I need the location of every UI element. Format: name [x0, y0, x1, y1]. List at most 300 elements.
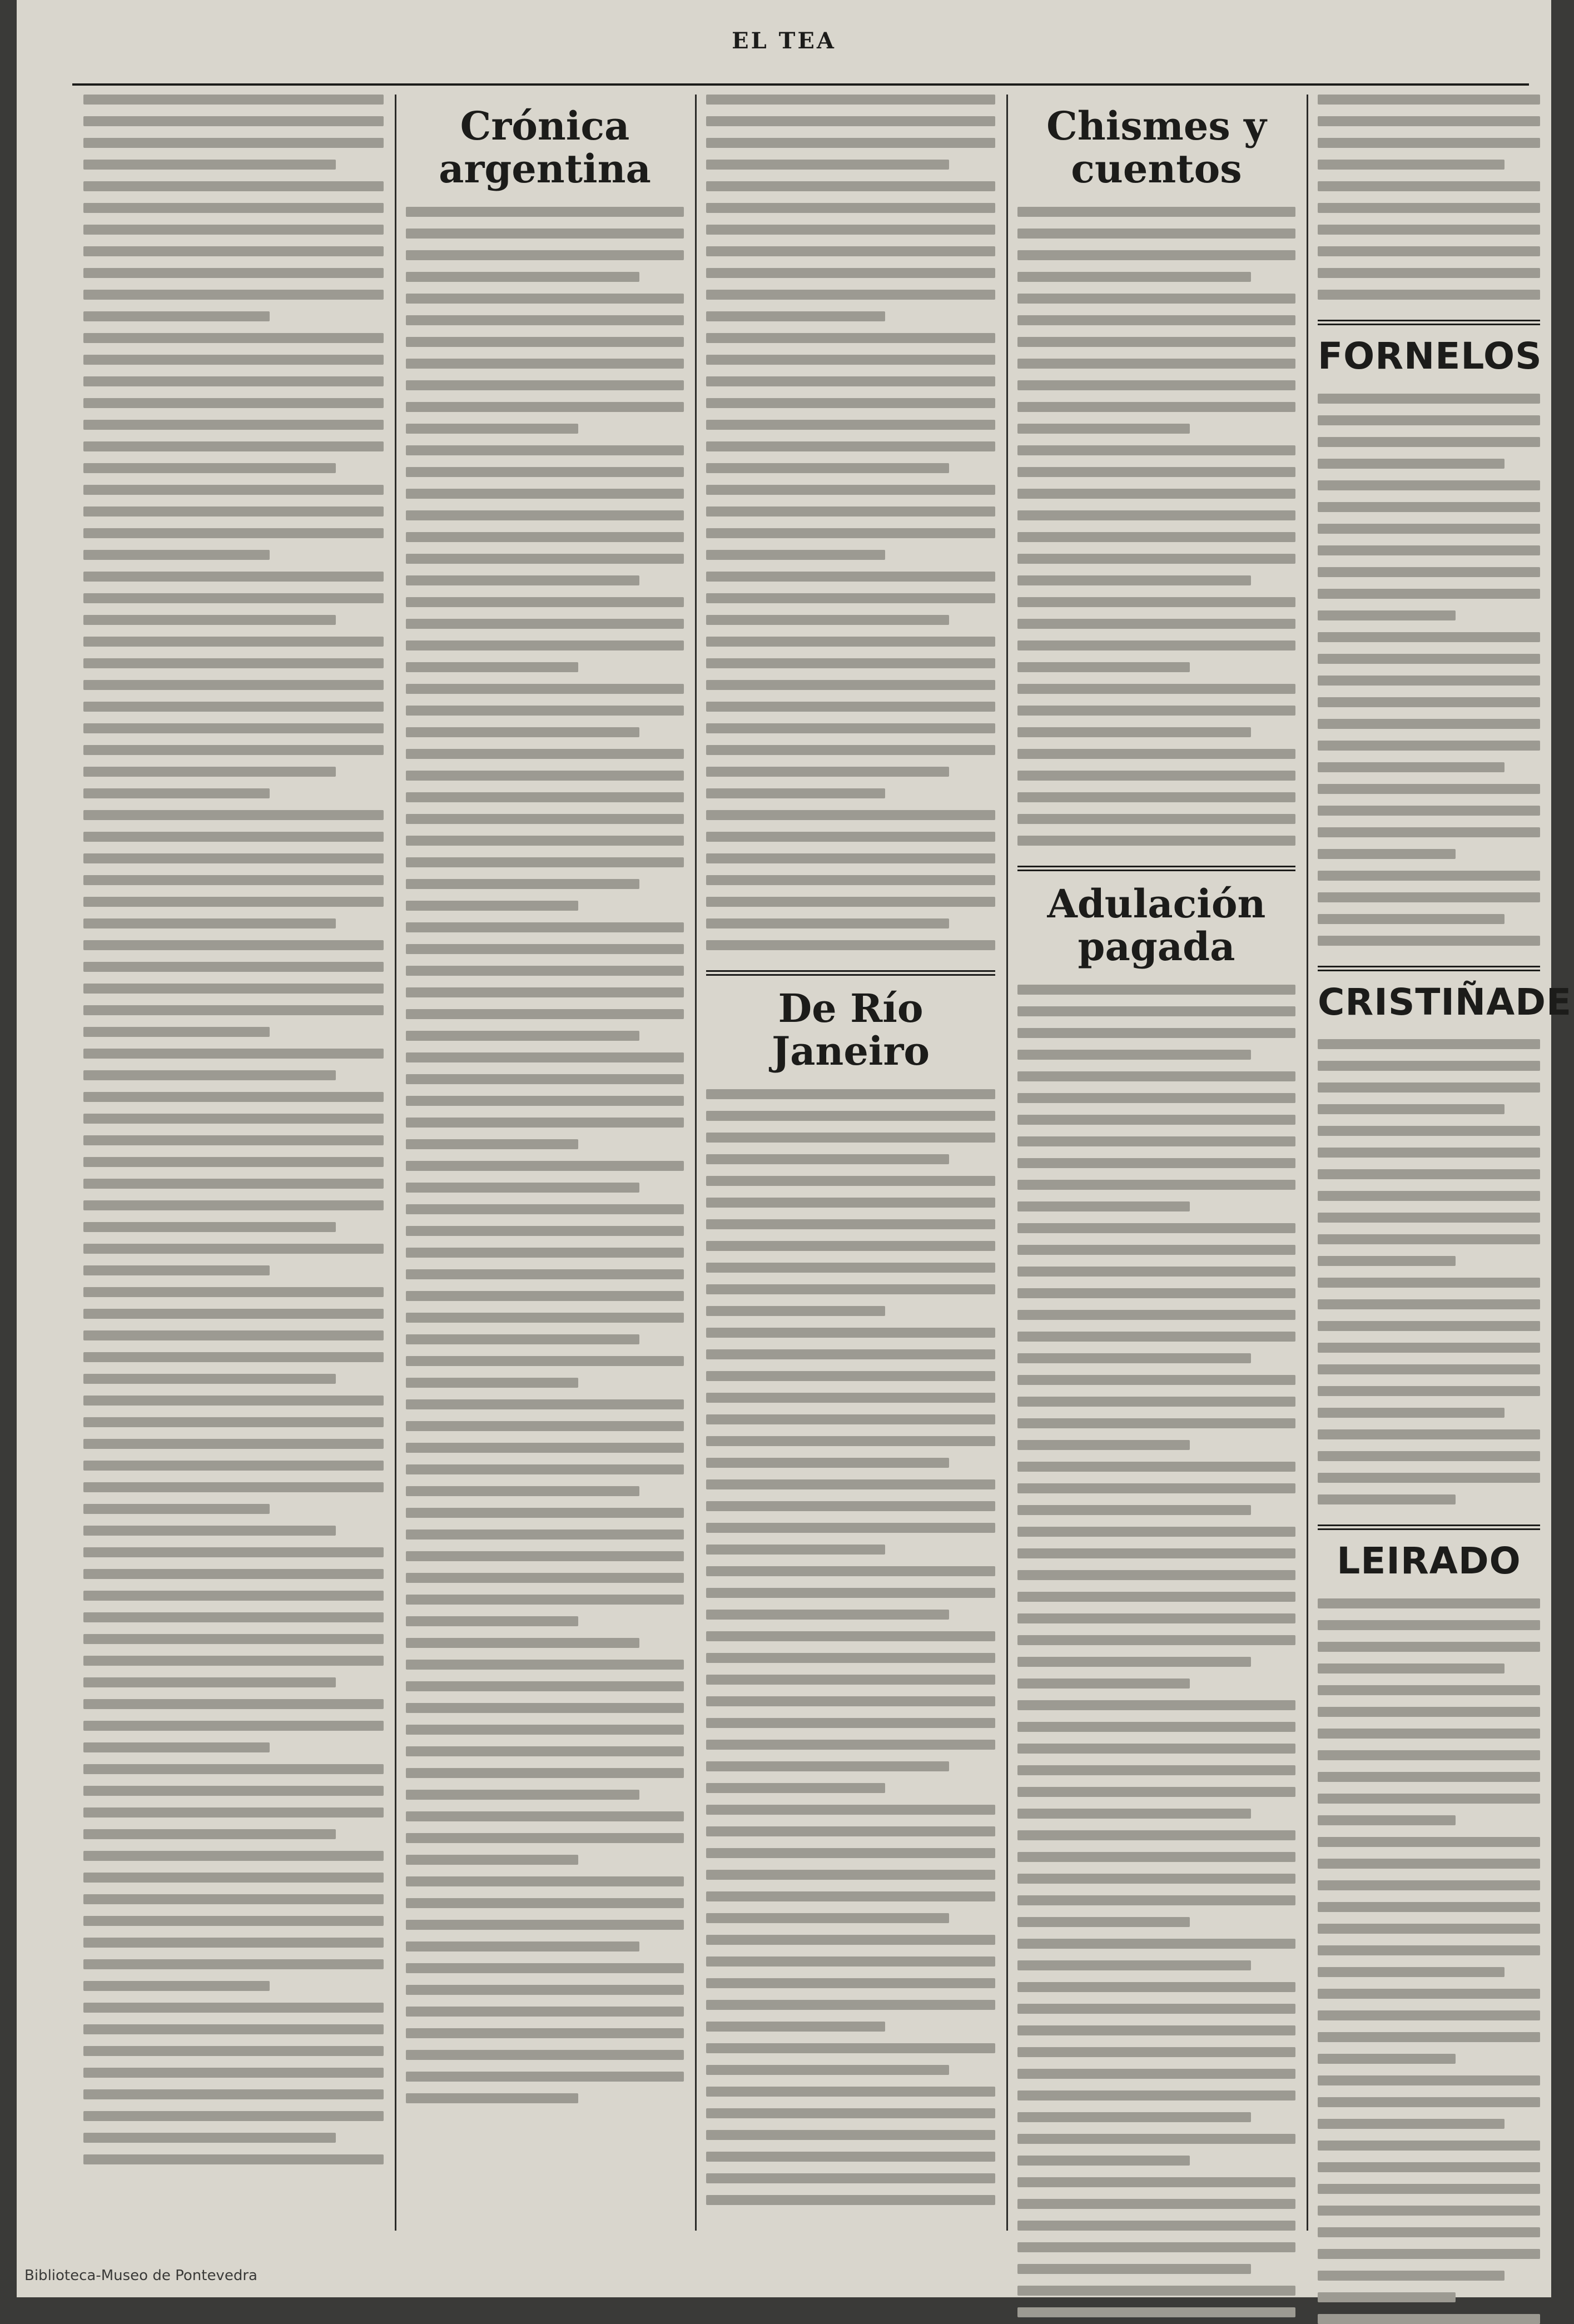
text-line [706, 506, 995, 517]
text-line [83, 398, 384, 408]
text-line [1318, 741, 1540, 751]
text-line [406, 1378, 578, 1388]
text-line [706, 853, 995, 863]
text-line [83, 1829, 336, 1839]
text-line [1318, 1256, 1456, 1266]
text-line [1318, 1473, 1540, 1483]
text-line [706, 1675, 995, 1685]
text-line [1318, 697, 1540, 707]
text-line [1318, 1299, 1540, 1309]
text-line [1318, 1494, 1456, 1504]
text-line [1017, 2025, 1295, 2035]
text-line [1017, 1570, 1295, 1580]
text-line [406, 1291, 684, 1301]
text-line [83, 203, 384, 213]
text-line [406, 1009, 684, 1019]
text-line [1017, 1028, 1295, 1038]
text-line [1017, 1332, 1295, 1342]
text-line [83, 1721, 384, 1731]
newspaper-page [17, 0, 1572, 2297]
text-line [706, 1761, 949, 1771]
text-line [406, 1876, 684, 1886]
text-line [1017, 1722, 1295, 1732]
text-line [1017, 294, 1295, 304]
text-line [83, 1699, 384, 1709]
text-line [406, 1399, 684, 1409]
text-line [1017, 1180, 1295, 1190]
text-line [83, 1547, 384, 1557]
text-line [1017, 985, 1295, 995]
text-line [83, 1200, 384, 1210]
text-line [1318, 676, 1540, 686]
text-line [706, 1306, 885, 1316]
text-line [1017, 1440, 1190, 1450]
text-line [706, 1328, 995, 1338]
text-line [1318, 1642, 1540, 1652]
text-line [1318, 2054, 1456, 2064]
text-line [406, 1616, 578, 1626]
text-line [706, 1566, 995, 1576]
text-line [406, 1898, 684, 1908]
text-line [406, 792, 684, 802]
text-line [706, 2152, 995, 2162]
text-line [1318, 2184, 1540, 2194]
text-line [83, 1612, 384, 1622]
text-line [1017, 1462, 1295, 1472]
text-line [83, 181, 384, 191]
text-line [1017, 272, 1251, 282]
text-line [1318, 1750, 1540, 1760]
headline-chismes-y-cuentos: Chismes y cuentos [1046, 103, 1267, 192]
column-rule [395, 95, 396, 2231]
text-line [1318, 2206, 1540, 2216]
text-line [706, 333, 995, 343]
text-line [83, 2024, 384, 2034]
text-line [1318, 1126, 1540, 1136]
text-line [706, 2087, 995, 2097]
text-line [1318, 1685, 1540, 1695]
text-line [706, 810, 995, 820]
text-line [1318, 1989, 1540, 1999]
headline-de-rio-janeiro: De Río Janeiro [771, 985, 930, 1074]
text-line [1318, 1343, 1540, 1353]
text-line [1318, 181, 1540, 191]
text-line [1318, 610, 1456, 620]
column-3 [706, 95, 995, 2231]
text-line [1318, 567, 1540, 577]
text-line [706, 1740, 995, 1750]
text-line [706, 1263, 995, 1273]
text-line [83, 1309, 384, 1319]
text-line [406, 1985, 684, 1995]
text-line [1318, 2032, 1540, 2042]
body-text-placeholder [1318, 95, 1540, 300]
text-line [83, 875, 384, 885]
body-text-placeholder [1318, 1598, 1540, 2324]
text-line [406, 229, 684, 239]
text-line [406, 1530, 684, 1540]
text-line [706, 1956, 995, 1967]
text-line [706, 1349, 995, 1359]
text-line [83, 1244, 384, 1254]
text-line [1318, 762, 1505, 772]
text-line [1017, 575, 1251, 585]
text-line [1017, 532, 1295, 542]
text-line [83, 1417, 384, 1427]
text-line [1318, 502, 1540, 512]
text-line [83, 745, 384, 755]
text-line [83, 1265, 270, 1275]
text-line [83, 550, 270, 560]
text-line [1017, 619, 1295, 629]
text-line [406, 1443, 684, 1453]
text-line [706, 680, 995, 690]
text-line [83, 420, 384, 430]
text-line [83, 1981, 270, 1991]
text-line [406, 467, 684, 477]
text-line [1318, 892, 1540, 902]
text-line [406, 1746, 684, 1756]
text-line [1017, 510, 1295, 520]
text-line [1318, 1082, 1540, 1093]
text-line [406, 489, 684, 499]
text-line [706, 723, 995, 733]
running-head: EL TEA [732, 28, 836, 54]
text-line [406, 1790, 639, 1800]
text-line [406, 922, 684, 932]
text-line [83, 918, 336, 928]
text-line [83, 1157, 384, 1167]
text-line [83, 1027, 270, 1037]
text-line [1017, 1960, 1251, 1970]
text-line [83, 1764, 384, 1774]
text-line [706, 1133, 995, 1143]
text-line [706, 1718, 995, 1728]
text-line [706, 1089, 995, 1099]
column-4 [1017, 95, 1295, 2231]
text-line [706, 355, 995, 365]
text-line [406, 1508, 684, 1518]
text-line [83, 1526, 336, 1536]
text-line [83, 463, 336, 473]
text-line [706, 940, 995, 950]
text-line [1017, 1483, 1295, 1493]
text-line [706, 1219, 995, 1229]
text-line [706, 1523, 995, 1533]
text-line [706, 376, 995, 386]
text-line [83, 95, 384, 105]
text-line [83, 1851, 384, 1861]
text-line [406, 1204, 684, 1214]
text-line [1017, 2286, 1295, 2296]
text-line [706, 1545, 885, 1555]
text-line [406, 1052, 684, 1062]
text-line [406, 1118, 684, 1128]
text-line [706, 138, 995, 148]
text-line [1318, 1837, 1540, 1847]
text-line [706, 2043, 995, 2053]
headline-fornelos: FORNELOS [1318, 335, 1542, 378]
text-line [83, 311, 270, 321]
text-line [1017, 1527, 1295, 1537]
text-line [1017, 1245, 1295, 1255]
text-line [706, 1696, 995, 1706]
body-text-placeholder [1318, 1039, 1540, 1504]
text-line [1318, 2075, 1540, 2085]
text-line [1017, 1874, 1295, 1884]
text-line [1318, 1598, 1540, 1608]
text-line [83, 2046, 384, 2056]
text-line [706, 1458, 949, 1468]
text-line [1318, 1191, 1540, 1201]
text-line [706, 832, 995, 842]
text-line [406, 532, 684, 542]
text-line [406, 1573, 684, 1583]
body-text-placeholder [1017, 985, 1295, 2317]
section-divider [1318, 1524, 1540, 1530]
text-line [706, 1501, 995, 1511]
text-line [1017, 1809, 1251, 1819]
text-line [1318, 1902, 1540, 1912]
text-line [1017, 1397, 1295, 1407]
text-line [706, 1588, 995, 1598]
text-line [1318, 936, 1540, 946]
text-line [1017, 2264, 1251, 2274]
text-line [1318, 1794, 1540, 1804]
text-line [1017, 1093, 1295, 1103]
text-line [1318, 589, 1540, 599]
archive-credit: Biblioteca-Museo de Pontevedra [24, 2267, 257, 2284]
text-line [1318, 784, 1540, 794]
text-line [83, 1396, 384, 1406]
section-divider [1318, 966, 1540, 971]
text-line [1017, 1917, 1190, 1927]
text-line [406, 1486, 639, 1496]
text-line [1017, 2090, 1295, 2100]
text-line [1017, 836, 1295, 846]
text-line [83, 897, 384, 907]
text-line [1017, 1939, 1295, 1949]
text-line [1017, 1310, 1295, 1320]
text-line [1318, 480, 1540, 490]
text-line [83, 1070, 336, 1080]
body-text-placeholder [83, 95, 384, 2164]
text-line [1017, 2242, 1295, 2252]
text-line [1017, 380, 1295, 390]
text-line [1318, 1061, 1540, 1071]
headline-adulacion-pagada: Adulación pagada [1047, 881, 1266, 970]
text-line [1318, 2010, 1540, 2020]
section-divider [1017, 866, 1295, 871]
text-line [706, 398, 995, 408]
text-line [83, 962, 384, 972]
text-line [83, 593, 384, 603]
text-line [1017, 1613, 1295, 1623]
text-line [1318, 545, 1540, 555]
text-line [1318, 719, 1540, 729]
text-line [1017, 1592, 1295, 1602]
text-line [1318, 849, 1456, 859]
text-line [706, 702, 995, 712]
header-rule [72, 83, 1529, 86]
text-line [706, 2173, 995, 2183]
text-line [1318, 1364, 1540, 1374]
text-line [83, 1894, 384, 1904]
text-line [1318, 1213, 1540, 1223]
text-line [706, 1805, 995, 1815]
text-line [706, 1111, 995, 1121]
section-divider [706, 970, 995, 976]
text-line [83, 160, 336, 170]
text-line [406, 1703, 684, 1713]
text-line [1017, 207, 1295, 217]
text-line [1017, 1765, 1295, 1775]
text-line [406, 662, 578, 672]
text-line [406, 1269, 684, 1279]
text-line [406, 1811, 684, 1821]
headline-leirado: LEIRADO [1337, 1540, 1521, 1583]
text-line [1318, 290, 1540, 300]
text-line [83, 485, 384, 495]
text-line [706, 1935, 995, 1945]
text-line [83, 1677, 336, 1687]
text-line [406, 2007, 684, 2017]
text-line [406, 879, 639, 889]
text-line [83, 1287, 384, 1297]
text-line [83, 1179, 384, 1189]
text-line [406, 2093, 578, 2103]
text-line [1017, 1787, 1295, 1797]
text-line [406, 1356, 684, 1366]
text-line [706, 745, 995, 755]
text-line [83, 1352, 384, 1362]
text-line [83, 1482, 384, 1492]
text-line [83, 984, 384, 994]
text-line [406, 1833, 684, 1843]
text-line [1017, 749, 1295, 759]
text-line [406, 1855, 578, 1865]
text-line [83, 355, 384, 365]
text-line [406, 966, 684, 976]
text-line [406, 2072, 684, 2082]
text-line [406, 814, 684, 824]
text-line [1318, 2271, 1505, 2281]
text-line [83, 2089, 384, 2099]
text-line [706, 420, 995, 430]
text-line [406, 1551, 684, 1561]
column-2 [406, 95, 684, 2231]
text-line [1017, 424, 1190, 434]
text-line [1318, 654, 1540, 664]
text-line [406, 1183, 639, 1193]
body-text-placeholder [1017, 207, 1295, 846]
text-line [1318, 806, 1540, 816]
text-line [83, 702, 384, 712]
text-line [83, 441, 384, 451]
text-line [1318, 1386, 1540, 1396]
text-line [406, 727, 639, 737]
text-line [1318, 632, 1540, 642]
text-line [83, 1656, 384, 1666]
text-line [406, 1313, 684, 1323]
text-line [706, 572, 995, 582]
text-line [1017, 640, 1295, 650]
text-line [706, 2195, 995, 2205]
text-line [706, 918, 949, 928]
text-line [406, 1595, 684, 1605]
text-line [83, 2003, 384, 2013]
text-line [83, 1786, 384, 1796]
text-line [83, 788, 270, 798]
text-line [83, 1959, 384, 1969]
text-line [706, 1783, 885, 1793]
text-line [1017, 2307, 1295, 2317]
text-line [83, 853, 384, 863]
text-line [1017, 250, 1295, 260]
text-line [706, 788, 885, 798]
text-line [1318, 1967, 1505, 1977]
text-line [1017, 1700, 1295, 1710]
text-line [1318, 1663, 1505, 1674]
text-line [1017, 2047, 1295, 2057]
text-line [706, 1610, 949, 1620]
text-line [706, 2108, 995, 2118]
text-line [706, 1978, 995, 1988]
text-line [1318, 2097, 1540, 2107]
text-line [1318, 138, 1540, 148]
column-1 [83, 95, 384, 2231]
text-line [83, 2154, 384, 2164]
text-line [706, 1891, 995, 1901]
text-line [706, 1913, 949, 1923]
text-line [406, 315, 684, 325]
text-line [406, 1920, 684, 1930]
column-5 [1318, 95, 1572, 2231]
text-line [706, 1371, 995, 1381]
text-line [1017, 1050, 1251, 1060]
headline-cristinade: CRISTIÑADE [1318, 980, 1572, 1024]
text-line [406, 1248, 684, 1258]
text-line [1017, 1830, 1295, 1840]
text-line [706, 1176, 995, 1186]
text-line [706, 1631, 995, 1641]
text-line [83, 333, 384, 343]
text-line [1017, 1657, 1251, 1667]
text-line [406, 1096, 684, 1106]
text-line [1017, 2004, 1295, 2014]
text-line [1318, 1620, 1540, 1630]
text-line [706, 246, 995, 256]
text-line [1017, 597, 1295, 607]
text-line [1318, 437, 1540, 447]
text-line [1318, 203, 1540, 213]
text-line [83, 723, 384, 733]
text-line [83, 1807, 384, 1818]
text-line [83, 268, 384, 278]
text-line [406, 250, 684, 260]
text-line [406, 706, 684, 716]
body-text-placeholder [406, 207, 684, 2103]
text-line [406, 359, 684, 369]
text-line [406, 380, 684, 390]
text-line [83, 290, 384, 300]
text-line [1318, 1234, 1540, 1244]
text-line [406, 1226, 684, 1236]
text-line [1318, 524, 1540, 534]
text-line [1318, 2141, 1540, 2151]
text-line [406, 510, 684, 520]
text-line [406, 402, 684, 412]
